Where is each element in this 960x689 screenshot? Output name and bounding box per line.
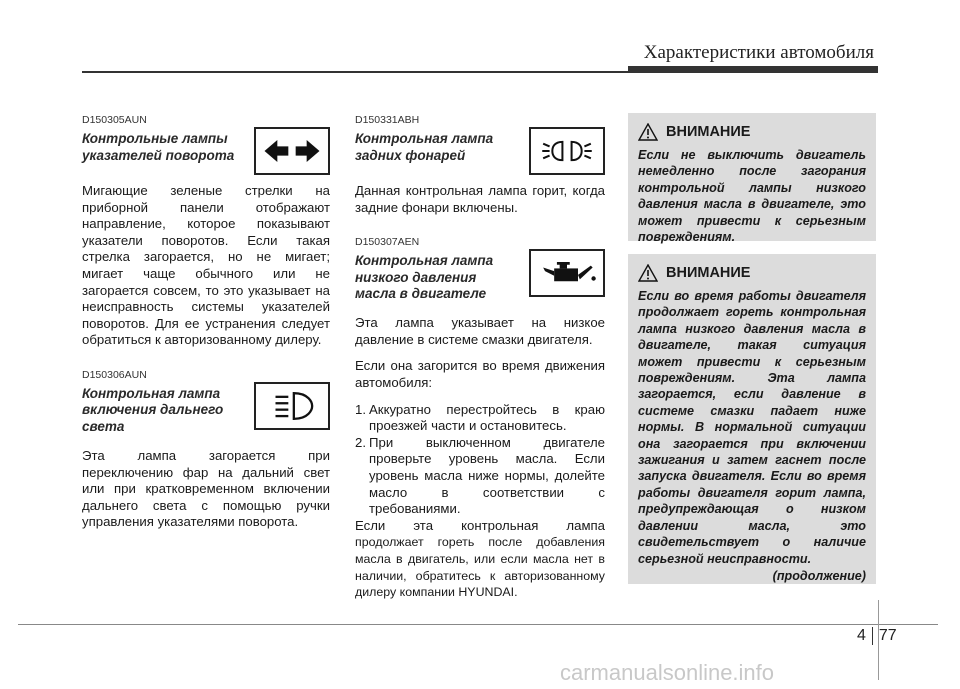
section-header xyxy=(82,386,330,448)
warning-triangle-icon xyxy=(638,264,658,282)
section-body: Эта лампа указывает на низкое давление в системе смазки двигателя. xyxy=(355,315,605,347)
warning-label: ВНИМАНИЕ xyxy=(666,124,751,140)
list-number: 1. xyxy=(355,401,366,417)
warning-box xyxy=(628,254,876,584)
tail-lamp-icon xyxy=(529,127,605,175)
section-body: Если она загорится во время движения автомобиля: xyxy=(355,358,605,390)
header-bar xyxy=(628,66,878,72)
chapter-number: 4 xyxy=(857,627,866,645)
watermark-text: carmanualsonline.info xyxy=(560,660,775,685)
section-body: Данная контрольная лампа горит, когда задние фонари включены. xyxy=(355,183,605,215)
section-title: Контрольная лампа включения дальнего света xyxy=(82,385,224,434)
warning-triangle-icon xyxy=(638,123,658,141)
section-code: D150306AUN xyxy=(82,368,147,381)
section-header xyxy=(82,131,330,183)
warning-box xyxy=(628,113,876,245)
page-number xyxy=(857,627,897,645)
oil-can-icon xyxy=(529,249,605,297)
section-title: Контрольные лампы указателей поворота xyxy=(82,131,235,163)
section-code: D150305AUN xyxy=(82,114,147,126)
high-beam-icon xyxy=(254,382,330,430)
section-body: продолжает гореть после добавления масла в двигатель, или если масла нет в наличии, обратитесь к авторизованному дилеру компании HYUNDAI. xyxy=(355,535,605,600)
section-code: D150307AEN xyxy=(355,236,420,249)
section-body: Если эта контрольная лампа xyxy=(355,517,605,533)
warning-text: Если не выключить двигатель немедленно после загорания контрольной лампы низкого давления масла в двигателе, это может привести к серьезным повреждениям. xyxy=(638,148,866,245)
section-title: Контрольная лампа задних фонарей xyxy=(355,131,494,163)
list-item xyxy=(355,435,605,518)
page-header-title: Характеристики автомобиля xyxy=(643,42,874,63)
list-text: Аккуратно перестройтесь в краю проезжей части и остановитесь. xyxy=(369,401,605,434)
warning-text: Если во время работы двигателя продолжает гореть контрольная лампа низкого давления масла в двигателе, такая ситуация может привести к серьезным повреждениям. Эта лампа загорается, если давление в системе смазки падает ниже нормы. В нормальной ситуации она загорается при включении зажигания и затем гаснет после запуска двигателя. Если во время работы двигателя горит лампа, предупреждающая о низком давлении масла, это свидетельствует о наличие серьезной неисправности. xyxy=(638,289,866,566)
section-header xyxy=(355,253,605,315)
section-body: Эта лампа загорается при переключению фар на дальний свет или при кратковременном включении дальнего света с помощью ручки управления указателями поворота. xyxy=(82,447,330,530)
column-left xyxy=(82,112,330,531)
turn-signal-arrows-icon xyxy=(254,127,330,175)
warning-header xyxy=(638,123,866,141)
list-item xyxy=(355,402,605,435)
footer-rule xyxy=(18,624,938,625)
crop-mark xyxy=(878,600,879,680)
continued-note: (продолжение) xyxy=(772,568,866,583)
section-code: D150331ABH xyxy=(355,114,420,126)
section-body: Мигающие зеленые стрелки на приборной панели отображают направление, которое показывают указатели поворотов. Если такая стрелка загорается, но не мигает; мигает чаще обычного или не загорается совсем, то это указывает на неисправность системы указателей поворотов. Для ее устранения следует обратиться к авторизованному дилеру. xyxy=(82,183,330,348)
section-title: Контрольная лампа низкого давления масла в двигателе xyxy=(355,253,494,302)
page-number-value: 77 xyxy=(878,627,897,645)
column-middle xyxy=(355,112,605,601)
list-text: При выключенном двигателе проверьте уровень масла. Если уровень масла ниже нормы, долейте масло в соответствии с требованиями. xyxy=(369,434,605,517)
warning-header xyxy=(638,264,866,282)
list-number: 2. xyxy=(355,434,366,450)
warning-label: ВНИМАНИЕ xyxy=(666,265,751,281)
section-header xyxy=(355,131,605,183)
